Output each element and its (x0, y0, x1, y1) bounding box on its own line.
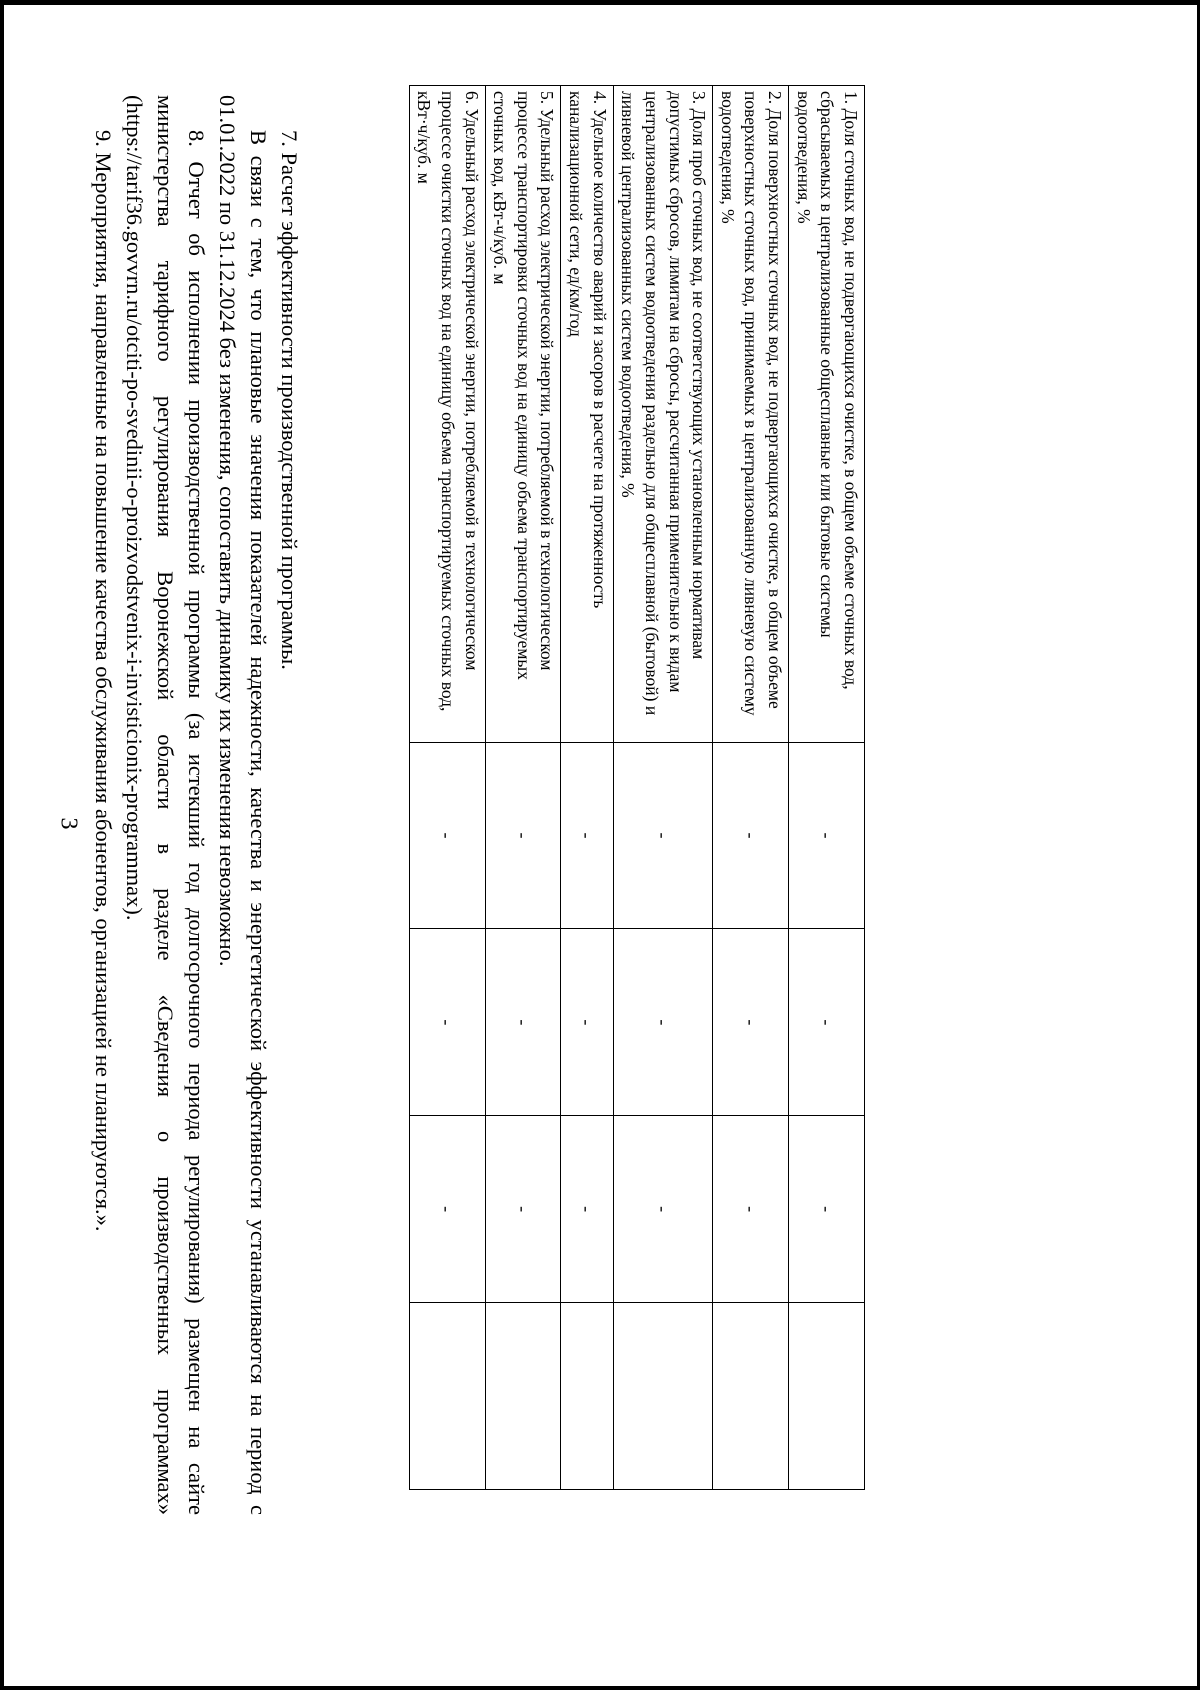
rotated-page-content (91, 85, 865, 1515)
value-cell: - (485, 929, 561, 1116)
empty-cell (409, 1303, 485, 1490)
empty-cell (485, 1303, 561, 1490)
page-number: 3 (55, 817, 82, 830)
indicator-cell: 1. Доля сточных вод, не подвергающихся очистке, в общем объеме сточных вод, сбрасываемых в централизованные общесплавные или бытовые системы водоотведения, % (789, 86, 865, 743)
section-7-body: В связи с тем, что плановые значения показателей надежности, качества и энергетической эффективности устанавливаются на период с 01.01.2022 по 31.12.2024 без изменения, сопоставить динамику их изменения невозможно. (215, 95, 271, 1515)
indicator-cell: 4. Удельное количество аварий и засоров в расчете на протяженность канализационной сети, ед/км/год (561, 86, 613, 743)
value-cell: - (789, 1116, 865, 1303)
value-cell: - (561, 1116, 613, 1303)
empty-cell (713, 1303, 789, 1490)
body-text (88, 95, 305, 1515)
value-cell: - (713, 742, 789, 929)
value-cell: - (409, 742, 485, 929)
indicator-cell: 2. Доля поверхностных сточных вод, не подвергающихся очистке, в общем объеме поверхностных сточных вод, принимаемых в централизованную ливневую систему водоотведения, % (713, 86, 789, 743)
value-cell: - (485, 742, 561, 929)
value-cell: - (713, 1116, 789, 1303)
value-cell: - (561, 929, 613, 1116)
value-cell: - (613, 929, 713, 1116)
table-row (789, 86, 865, 1490)
value-cell: - (613, 1116, 713, 1303)
value-cell: - (713, 929, 789, 1116)
table-row (561, 86, 613, 1490)
empty-cell (613, 1303, 713, 1490)
indicator-cell: 3. Доля проб сточных вод, не соответствующих установленным нормативам допустимых сбросов, лимитам на сбросы, рассчитанная применительно к видам централизованных систем водоотведения раздельно для общесплавной (бытовой) и ливневой централизованных систем водоотведения, % (613, 86, 713, 743)
section-7-heading: 7. Расчет эффективности производственной программы. (277, 130, 302, 670)
table-row (713, 86, 789, 1490)
indicators-table (409, 85, 865, 1490)
table-row (409, 86, 485, 1490)
indicator-cell: 5. Удельный расход электрической энергии, потребляемой в технологическом процессе транспортировки сточных вод на единицу объема транспортируемых сточных вод, кВт-ч/куб. м (485, 86, 561, 743)
value-cell: - (789, 929, 865, 1116)
table-row (613, 86, 713, 1490)
value-cell: - (409, 1116, 485, 1303)
empty-cell (789, 1303, 865, 1490)
indicator-cell: 6. Удельный расход электрической энергии, потребляемой в технологическом процессе очистки сточных вод на единицу объема транспортируемых сточных вод, кВт·ч/куб. м (409, 86, 485, 743)
section-8: 8. Отчет об исполнении производственной программы (за истекший год долгосрочного периода регулирования) размещен на сайте министерства тарифного регулирования Воронежской области в разделе «Сведения о производственных программах» (https://tarif36.govvrn.ru/otciti-po-svedinii-o-proizvodstvenix-i-invisticionix-programmax). (122, 95, 209, 1515)
table-row (485, 86, 561, 1490)
empty-cell (561, 1303, 613, 1490)
section-9: 9. Мероприятия, направленные на повышение качества обслуживания абонентов, организацией не планируются.». (91, 130, 116, 1232)
value-cell: - (561, 742, 613, 929)
value-cell: - (409, 929, 485, 1116)
value-cell: - (485, 1116, 561, 1303)
value-cell: - (613, 742, 713, 929)
value-cell: - (789, 742, 865, 929)
